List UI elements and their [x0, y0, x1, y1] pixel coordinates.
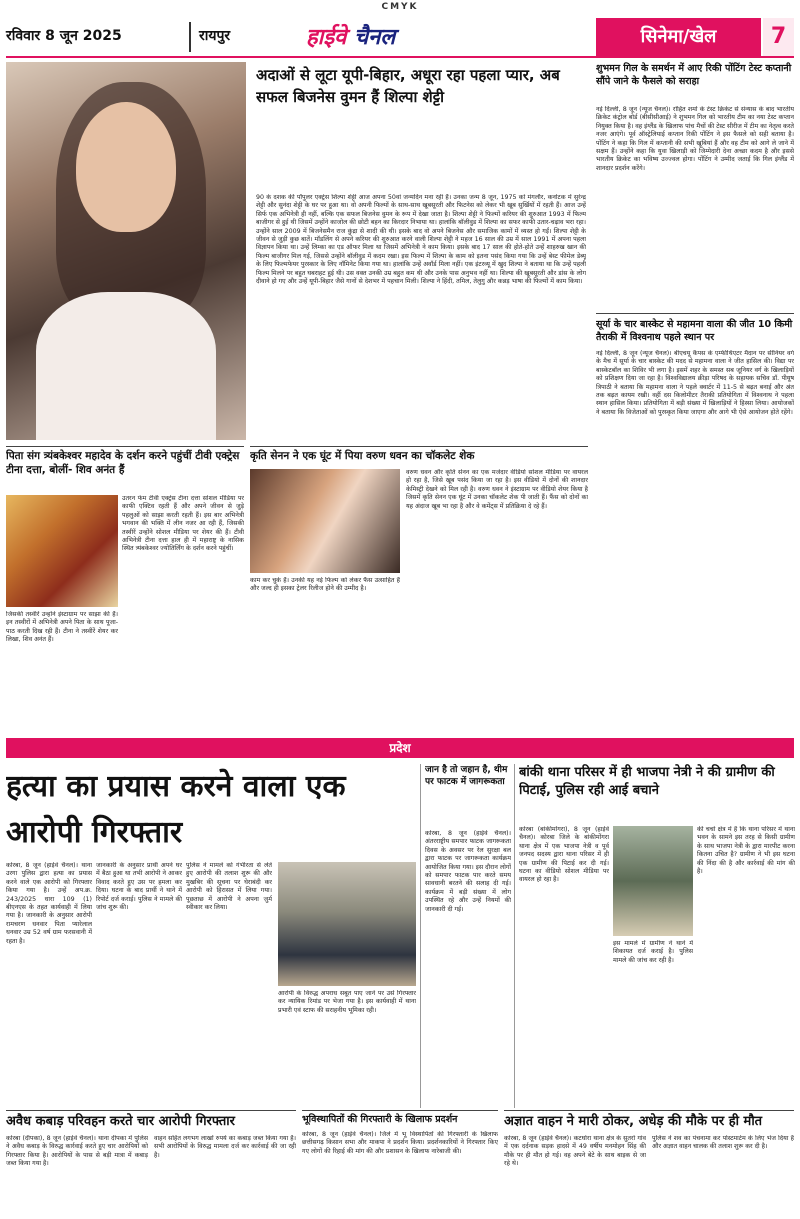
scrap-headline: अवैध कबाड़ परिवहन करते चार आरोपी गिरफ्तार: [6, 1114, 235, 1129]
attempt-col-3: पुलिस ने मामले को गंभीरता से लेते हुए आरोपी की तलाश शुरू की और मुखबिर की सूचना पर घेराबंदी कर आरोपी को हिरासत में लिया गया। पूछताछ में आरोपी ने अपना जुर्म स्वीकार कर लिया।: [186, 862, 272, 912]
section-band: प्रदेश: [6, 738, 794, 758]
tina-photo: [6, 495, 118, 607]
gill-body: नई दिल्ली, 8 जून (न्यूज चैनल)। रोहित शर्मा के टेस्ट क्रिकेट से संन्यास के बाद भारतीय क्रिकेट कंट्रोल बोर्ड (बीसीसीआई) ने शुभमन गिल को भारतीय टीम का नया टेस्ट कप्तान नियुक्त किया है। वह इंग्लैंड के खिलाफ पांच मैचों की टेस्ट सीरीज में टीम का नेतृत्व करते नजर आएंगे। पूर्व ऑस्ट्रेलियाई कप्तान रिकी पोंटिंग ने इस फैसले को सही बताया है। पोंटिंग ने कहा कि गिल में कप्तानी की सभी खूबियां हैं और वह टीम को आगे ले जाने में सक्षम हैं। उन्होंने कहा कि युवा खिलाड़ी को जिम्मेदारी देना अच्छा कदम है और इससे भारतीय क्रिकेट का भविष्य उज्ज्वल होगा। पोंटिंग ने उम्मीद जताई कि गिल इंग्लैंड में शानदार प्रदर्शन करेंगे।: [596, 106, 794, 172]
banki-col-1: कोरबा (बांकीमोंगरा), 8 जून (हाईवे चैनल)। कोरबा जिले के बांकीमोंगरा थाना क्षेत्र में एक भाजपा नेत्री व पूर्व जनपद सदस्य द्वारा थाना परिसर में ही एक ग्रामीण की पिटाई कर दी गई। घटना का वीडियो सोशल मीडिया पर वायरल हो रहा है।: [519, 826, 609, 884]
gill-story: [596, 62, 794, 314]
section-label: सिनेमा/खेल: [596, 18, 761, 56]
accident-headline: अज्ञात वाहन ने मारी ठोकर, अधेड़ की मौके पर ही मौत: [504, 1114, 763, 1129]
lead-headline: अदाओं से लूटा यूपी-बिहार, अधूरा रहा पहला प्यार, अब सफल बिजनेस वुमन हैं शिल्पा शेट्टी: [256, 66, 560, 106]
attempt-col-2: जानकारी के अनुसार प्रार्थी अपने घर में बैठा हुआ था तभी आरोपी ने आकर विवाद करते हुए उस पर हमला कर दिया। घटना के बाद प्रार्थी ने थाने में रिपोर्ट दर्ज कराई। पुलिस ने मामले की जांच शुरू की।: [96, 862, 182, 912]
page-number: 7: [763, 18, 794, 56]
brand-word-2: चैनल: [354, 25, 396, 50]
awareness-body: कोरबा, 8 जून (हाईवे चैनल)। अंतरराष्ट्रीय समपार फाटक जागरूकता दिवस के अवसर पर रेल सुरक्षा बल द्वारा फाटक पर जागरूकता कार्यक्रम आयोजित किया गया। इस दौरान लोगों को समपार फाटक पार करते समय सावधानी बरतने की सलाह दी गई। कार्यक्रम में बड़ी संख्या में लोग उपस्थित रहे और उन्हें नियमों की जानकारी दी गई।: [425, 830, 511, 913]
awareness-headline: जान है तो जहान है, थीम पर फाटक में जागरूकता: [425, 765, 508, 787]
attempt-col-4: आरोपी के विरुद्ध अपराध सबूत पाए जाने पर उसे गिरफ्तार कर न्यायिक रिमांड पर भेजा गया है। इस कार्यवाही में थाना प्रभारी एवं स्टाफ की सराहनीय भूमिका रही।: [278, 990, 416, 1014]
masthead-divider: [189, 22, 191, 52]
attempt-col-1: कोरबा, 8 जून (हाईवे चैनल)। थाना उरगा पुलिस द्वारा हत्या का प्रयास करने वाले एक आरोपी को गिरफ्तार किया गया है। उन्हें अप.क्र. 243/2025 धारा 109 (1) बीएनएस के तहत कार्यवाही में लिया गया है। जानकारी के अनुसार आरोपी रामचरण धनवार पिता प्यारेलाल धनवार उम्र 52 वर्ष ग्राम फरसवानी में रहता है।: [6, 862, 92, 945]
protest-body: कोरबा, 8 जून (हाईवे चैनल)। जिले में भू विस्थापितों की गिरफ्तारी के खिलाफ छत्तीसगढ़ किसान सभा और माकपा ने प्रदर्शन किया। प्रदर्शनकारियों ने गिरफ्तार किए गए लोगों की रिहाई की मांग की और प्रशासन के खिलाफ नारेबाजी की।: [302, 1131, 498, 1155]
awareness-story: [420, 764, 510, 1108]
brand-word-1: हाईवे: [306, 25, 347, 50]
lead-story: [6, 62, 588, 442]
banki-col-3: की चर्चा क्षेत्र में है कि थाना परिसर में थाना भवन के सामने इस तरह से किसी ग्रामीण के साथ भाजपा नेत्री के द्वारा मारपीट करना कितना उचित है? ग्रामीण ने भी इस घटना की निंदा की है और कार्रवाई की मांग की है।: [697, 826, 795, 876]
basketball-story: [596, 318, 794, 702]
newspaper-brand: [306, 21, 395, 51]
scrap-story: [6, 1110, 296, 1215]
masthead: [6, 18, 794, 58]
banki-photo: [613, 826, 693, 936]
protest-story: [302, 1110, 498, 1215]
banki-story: [514, 764, 794, 1108]
tina-body: उतरन फेम टीवी एक्ट्रेस टीना दत्ता सोशल मीडिया पर काफी एक्टिव रहती हैं और अपने जीवन से जुड़े पहलुओं को साझा करती रहती हैं। इस बार अभिनेत्री भगवान की भक्ति में लीन नजर आ रही हैं, जिसकी तस्वीरें उन्होंने सोशल मीडिया पर शेयर की हैं। टीवी अभिनेत्री टीना दत्ता हाल ही में महाराष्ट्र के नासिक स्थित त्र्यंबकेश्वर ज्योतिर्लिंग के दर्शन करने पहुंचीं।: [122, 495, 244, 553]
attempt-photo: [278, 862, 416, 986]
banki-col-2: इस मामले में ग्रामीण ने थाने में शिकायत दर्ज कराई है। पुलिस मामले की जांच कर रही है।: [613, 940, 693, 964]
accident-body-2: पुलिस ने शव का पंचनामा कर पोस्टमार्टम के लिए भेज दिया है और अज्ञात वाहन चालक की तलाश शुरू कर दी है।: [652, 1135, 794, 1151]
protest-headline: भूविस्थापितों की गिरफ्तारी के खिलाफ प्रदर्शन: [302, 1114, 458, 1125]
photo-outfit-shape: [36, 292, 216, 440]
accident-body: कोरबा, 8 जून (हाईवे चैनल)। कटघोरा थाना क्षेत्र के सुतर्रा गांव में एक दर्दनाक सड़क हादसे में 49 वर्षीय मनमोहन सिंह की मौके पर ही मौत हो गई। वह अपने बेटे के साथ बाइक से जा रहे थे।: [504, 1135, 646, 1168]
basketball-body: नई दिल्ली, 8 जून (न्यूज चैनल)। बीएचयू कैंपस के एम्फीथिएटर मैदान पर सीनियर वर्ग के मैच में सूर्या के चार बास्केट की मदद से महामना वाला ने जीत हासिल की। विद्या पर बास्केटबॉल का शिविर भी लगा है। इसमें शहर के समस्त सब जूनियर वर्ग के खिलाड़ियों को प्रशिक्षण दिया जा रहा है। विश्वविद्यालय क्रीड़ा परिषद के सहायक सचिव डॉ. पीयूष त्रिपाठी ने बताया कि महामना वाला ने पहले क्वार्टर में 11-5 से बढ़त बनाई और अंत तक बढ़त कायम रखी। वहीं दस किलोमीटर तैराकी प्रतियोगिता में विश्वनाथ ने पहला स्थान हासिल किया। प्रतियोगिता में बड़ी संख्या में खिलाड़ियों ने हिस्सा लिया। आयोजकों ने बताया कि विजेताओं को पुरस्कृत किया जाएगा और आगे भी ऐसे आयोजन होते रहेंगे।: [596, 350, 794, 416]
kriti-body: वरुण धवन और कृति सेनन का एक मजेदार वीडियो सोशल मीडिया पर वायरल हो रहा है, जिसे खूब पसंद किया जा रहा है। इस वीडियो में दोनों की शानदार केमिस्ट्री देखने को मिल रही है। वरुण धवन ने इंस्टाग्राम पर वीडियो शेयर किया है जिसमें कृति सेनन एक घूंट में उनका चॉकलेट शेक पी जाती हैं। फैंस को दोनों का यह अंदाज खूब भा रहा है और वे कमेंट्स में प्रतिक्रिया दे रहे हैं।: [406, 469, 588, 510]
scrap-body-2: वाहन सहित लगभग लाखों रुपये का कबाड़ जब्त किया गया है। सभी आरोपियों के विरुद्ध मामला दर्ज कर कार्रवाई की जा रही है।: [154, 1135, 296, 1159]
tina-headline: पिता संग त्र्यंबकेश्वर महादेव के दर्शन करने पहुंचीं टीवी एक्ट्रेस टीना दत्ता, बोलीं- शिव अनंत हैं: [6, 450, 240, 476]
banki-headline: बांकी थाना परिसर में ही भाजपा नेत्री ने की ग्रामीण की पिटाई, पुलिस रही आई बचाने: [519, 765, 775, 798]
kriti-photo: [250, 469, 400, 573]
edition-city: रायपुर: [199, 28, 231, 44]
kriti-story: [250, 446, 588, 734]
cmyk-marker: CMYK: [381, 2, 419, 12]
tina-body-2: जिसकी तस्वीरें उन्होंने इंस्टाग्राम पर साझा की हैं। इन तस्वीरों में अभिनेत्री अपने पिता के साथ पूजा-पाठ करती दिख रही हैं। टीना ने तस्वीरें शेयर कर लिखा, शिव अनंत हैं।: [6, 611, 118, 644]
accident-story: [504, 1110, 794, 1215]
attempt-story: [6, 862, 416, 1108]
masthead-rule: [6, 56, 794, 58]
basketball-headline: सूर्या के चार बास्केट से महामना वाला की जीत 10 किमी तैराकी में विश्वनाथ पहले स्थान पर: [596, 319, 793, 343]
kriti-headline: कृति सेनन ने एक घूंट में पिया वरुण धवन का चॉकलेट शेक: [250, 450, 475, 462]
lead-photo: [6, 62, 246, 440]
tina-story: [6, 446, 244, 734]
lead-body: 90 के दशक की पॉपुलर एक्ट्रेस शिल्पा शेट्टी आज अपना 50वां जन्मदिन मना रही हैं। उनका जन्म 8 जून, 1975 को मंगलौर, कर्नाटक में सुरेन्द्र शेट्टी और सुनंदा शेट्टी के घर पर हुआ था। वो अपनी फिल्मों के साथ-साथ खूबसूरती और फिटनेस को लेकर भी खूब सुर्खियों में रहती हैं। आज उन्हें सिर्फ एक अभिनेत्री ही नहीं, बल्कि एक सफल बिजनेस वुमन के रूप में देखा जाता है। शिल्पा शेट्टी ने फिल्मों करियर की शुरुआत 1993 में फिल्म बाजीगर से हुई थी जिसमें उन्होंने काजोल की छोटी बहन का किरदार निभाया था। हालांकि बॉलीवुड में शिल्पा का सफर काफी उतार-चढ़ाव भरा रहा। उन्होंने साल 2009 में बिजनेसमैन राज कुंद्रा से शादी की थी। इसके बाद वो अपने बिजनेस और समाजिक कामों में व्यस्त हो गईं। शिल्पा शेट्टी के जीवन से जुड़ी कुछ बातें। मॉडलिंग से अपने करियर की शुरुआत करने वाली शिल्पा शेट्टी ने महज 16 साल की उम्र में साल 1991 में अपना पहला विज्ञापन किया था। उन्हें लिम्का का एड ऑफर मिला था जिसमें अभिनेत्री ने काम किया। इसके बाद 17 साल की होते-होते उन्हें शाहरुख खान की फिल्म बाजीगर मिल गई, जिससे उन्होंने बॉलीवुड में कदम रखा। इस फिल्म में शिल्पा के काम को इतना पसंद किया गया कि उन्हें बेस्ट फीमेल डेब्यू के लिए फिल्मफेयर पुरस्कार के लिए नॉमिनेट किया गया था। हालांकि उन्हें अवॉर्ड मिला नहीं। एक इंटरव्यू में खुद शिल्पा ने बताया था कि उन्हें पहली फिल्म मिलने पर बहुत घबराहट हुई थी। उस वक्त उनकी उम्र बहुत कम थी और उनके पास अनुभव नहीं था। शिल्पा की खूबसूरती और डांस के लोग दीवाने हो गए और उन्हें यूपी-बिहार जैसे गानों से देशभर में पहचान मिली। शिल्पा ने हिंदी, तमिल, तेलुगु और कन्नड़ भाषा की फिल्मों में काम किया।: [256, 194, 586, 286]
gill-headline: शुभमन गिल के समर्थन में आए रिकी पोंटिंग टेस्ट कप्तानी सौंपे जाने के फैसले को सराहा: [596, 63, 792, 87]
photo-face-shape: [76, 102, 176, 232]
kriti-body-2: काम कर चुके हैं। उनकी यह नई फिल्म को लेकर फैंस उत्साहित हैं और जल्द ही इसका ट्रेलर रिलीज होने की उम्मीद है।: [250, 577, 400, 593]
issue-date: रविवार 8 जून 2025: [6, 28, 122, 44]
attempt-headline-block: [6, 764, 416, 860]
scrap-body: कोरबा (दीपका), 8 जून (हाईवे चैनल)। थाना दीपका में पुलिस ने अवैध कबाड़ के विरुद्ध कार्रवाई करते हुए चार आरोपियों को गिरफ्तार किया है। आरोपियों के पास से बड़ी मात्रा में कबाड़ जब्त किया गया है।: [6, 1135, 148, 1168]
attempt-headline: हत्या का प्रयास करने वाला एक आरोपी गिरफ्तार: [6, 769, 346, 850]
